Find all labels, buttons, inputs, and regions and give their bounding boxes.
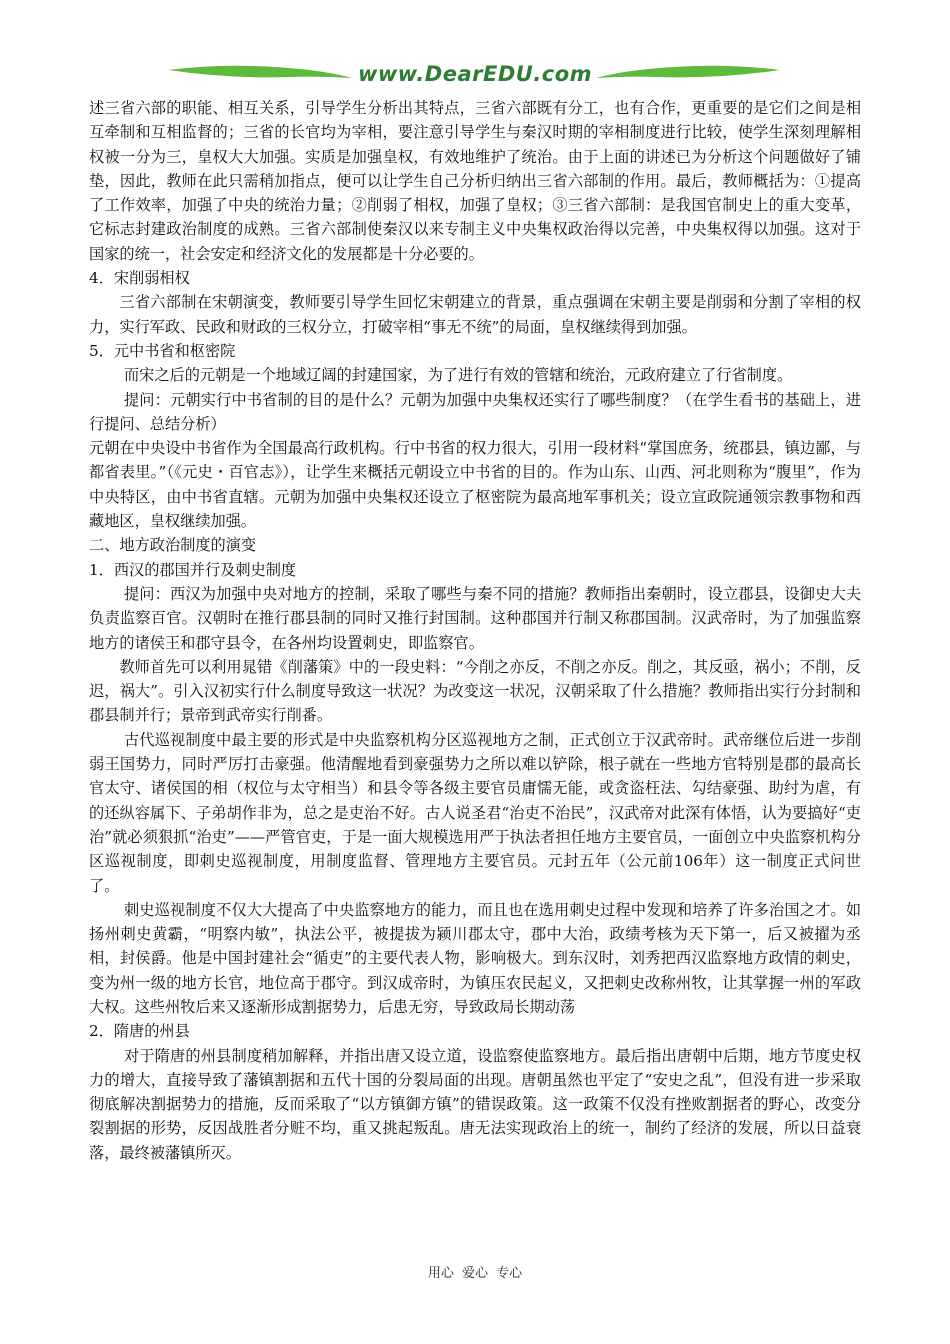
- paragraph-cishi-impact: 刺史巡视制度不仅大大提高了中央监察地方的能力，而且也在选用刺史过程中发现和培养了许多治国之才。如扬州刺史黄霸，“明察内敏”，执法公平，被提拔为颍川郡太守，郡中大治，政绩考核为天下第一，后又被擢为丞相，封侯爵。他是中国封建社会“循吏”的主要代表人物，影响极大。到东汉时，刘秀把西汉监察地方政情的刺史，变为州一级的地方长官，地位高于郡守。到汉成帝时，为镇压农民起义，又把刺史改称州牧，让其掌握一州的军政大权。这些州牧后来又逐渐形成割据势力，后患无穷，导致政局长期动荡: [89, 900, 861, 1016]
- heading-western-han: 1．西汉的郡国并行及刺史制度: [89, 560, 297, 579]
- heading-song-weaken-chancellor: 4．宋削弱相权: [89, 269, 190, 288]
- paragraph-sui-tang-detail: 对于隋唐的州县制度稍加解释，并指出唐又设立道，设监察使监察地方。最后指出唐朝中后期，地方节度史权力的增大，直接导致了藩镇割据和五代十国的分裂局面的出现。唐朝虽然也平定了“安史之乱”，但没有进一步采取彻底解决割据势力的措施，反而采取了“以方镇御方镇”的错误政策。这一政策不仅没有挫败割据者的野心，改变分裂割据的形势，反因战胜者分赃不均，重又挑起叛乱。唐无法实现政治上的统一，制约了经济的发展，所以日益衰落，最终被藩镇所灭。: [89, 1046, 861, 1162]
- paragraph-song-evolution: 三省六部制在宋朝演变，教师要引导学生回忆宋朝建立的背景，重点强调在宋朝主要是削弱和分割了宰相的权力，实行军政、民政和财政的三权分立，打破宰相“事无不统”的局面，皇权继续得到加强。: [89, 293, 861, 336]
- paragraph-yuan-question: 提问：元朝实行中书省制的目的是什么？元朝为加强中央集权还实行了哪些制度？（在学生看书的基础上，进行提问、总结分析）: [89, 390, 861, 433]
- heading-yuan-secretariat: 5．元中书省和枢密院: [89, 341, 236, 360]
- page-header: [0, 52, 950, 98]
- heading-sui-tang: 2．隋唐的州县: [89, 1022, 190, 1041]
- paragraph-yuan-province: 而宋之后的元朝是一个地域辽阔的封建国家，为了进行有效的管辖和统治，元政府建立了行省制度。: [123, 366, 793, 385]
- paragraph-han-question: 提问：西汉为加强中央对地方的控制，采取了哪些与秦不同的措施？教师指出秦朝时，设立郡县，设御史大夫负责监察百官。汉朝时在推行郡县制的同时又推行封国制。这种郡国并行制又称郡国制。汉武帝时，为了加强监察地方的诸侯王和郡守县令，在各州均设置刺史，即监察官。: [89, 584, 861, 652]
- paragraph-chao-cuo: 教师首先可以利用晁错《削藩策》中的一段史料：“今削之亦反，不削之亦反。削之，其反亟，祸小；不削，反迟，祸大”。引入汉初实行什么制度导致这一状况？为改变这一状况，汉朝采取了什么措施？教师指出实行分封制和郡县制并行；景帝到武帝实行削番。: [89, 657, 861, 725]
- paragraph-inspection-system: 古代巡视制度中最主要的形式是中央监察机构分区巡视地方之制，正式创立于汉武帝时。武帝继位后进一步削弱王国势力，同时严厉打击豪强。他清醒地看到豪强势力之所以难以铲除，根子就在一些地方官特别是郡的最高长官太守、诸侯国的相（权位与太守相当）和县令等各级主要官员庸懦无能，或贪盗枉法、勾结豪强、助纣为虐，有的还纵容属下、子弟胡作非为，总之是吏治不好。古人说圣君“治吏不治民”，汉武帝对此深有体悟，认为要搞好“吏治”就必须狠抓“治吏”——严管官吏，于是一面大规模选用严于执法者担任地方主要官员，一面创立中央监察机构分区巡视制度，即刺史巡视制度，用制度监督、管理地方主要官员。元封五年（公元前106年）这一制度正式问世了。: [89, 730, 861, 895]
- site-logo-text: www.DearEDU.com: [357, 62, 593, 86]
- page-footer: 用心 爱心 专心: [427, 1266, 523, 1281]
- paragraph-three-departments: 述三省六部的职能、相互关系，引导学生分析出其特点，三省六部既有分工，也有合作，更重要的是它们之间是相互牵制和互相监督的；三省的长官均为宰相，要注意引导学生与秦汉时期的宰相制度进行比较，使学生深刻理解相权被一分为三，皇权大大加强。实质是加强皇权，有效地维护了统治。由于上面的讲述已为分析这个问题做好了铺垫，因此，教师在此只需稍加指点，便可以让学生自己分析归纳出三省六部制的作用。最后，教师概括为：①提高了工作效率，加强了中央的统治力量；②削弱了相权，加强了皇权；③三省六部制：是我国官制史上的重大变革，它标志封建政治制度的成熟。三省六部制使秦汉以来专制主义中央集权政治得以完善，中央集权得以加强。这对于国家的统一，社会安定和经济文化的发展都是十分必要的。: [89, 99, 861, 263]
- document-body: [89, 96, 861, 1165]
- paragraph-yuan-secretariat-detail: 元朝在中央设中书省作为全国最高行政机构。行中书省的权力很大，引用一段材料“掌国庶务，统郡县，镇边鄙，与都省表里。”（《元史・百官志》），让学生来概括元朝设立中书省的目的。作为山东、山西、河北则称为“腹里”，作为中央特区，由中书省直辖。元朝为加强中央集权还设立了枢密院为最高地军事机关；设立宣政院通领宗教事物和西藏地区，皇权继续加强。: [89, 439, 861, 531]
- heading-local-system: 二、地方政治制度的演变: [89, 536, 257, 555]
